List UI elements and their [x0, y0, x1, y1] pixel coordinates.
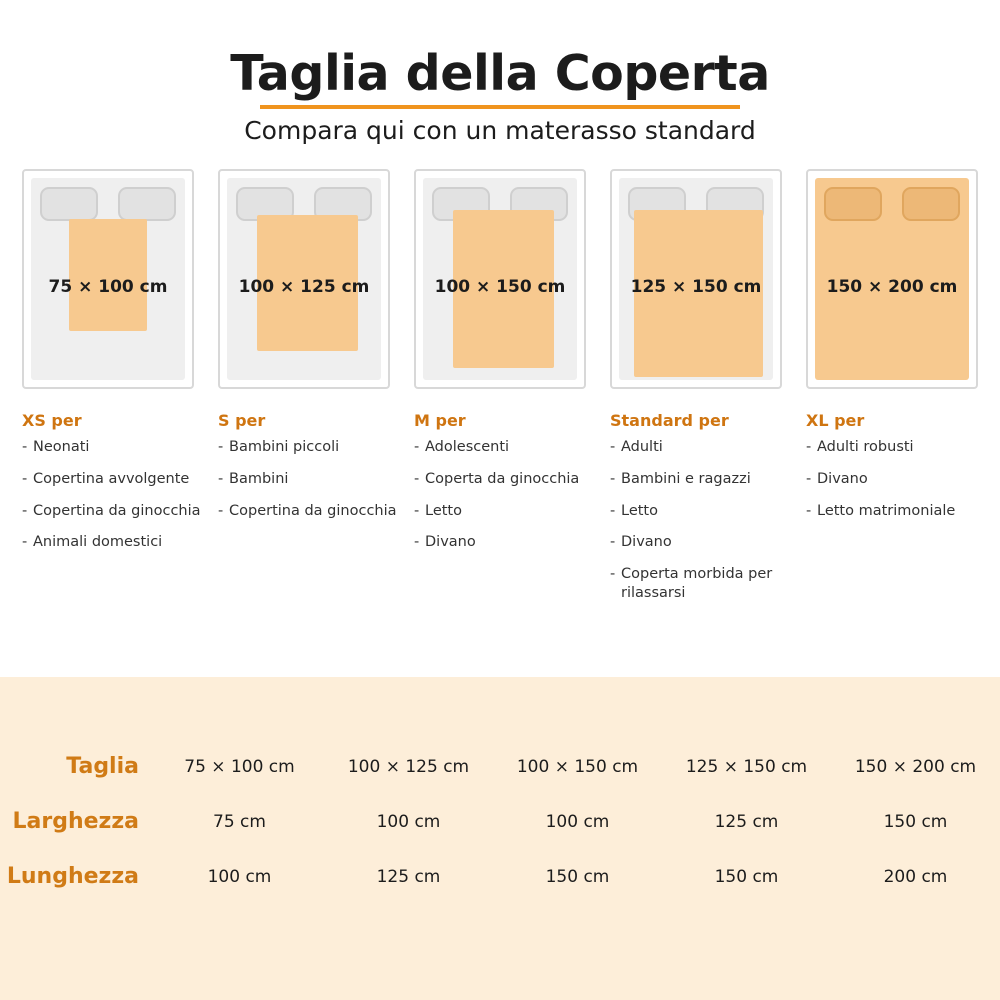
page-title: Taglia della Coperta	[230, 45, 770, 102]
size-column-xs	[18, 169, 214, 564]
list-item: - Neonati	[22, 438, 214, 458]
table-cell: 100 × 125 cm	[347, 756, 470, 777]
list-item: - Copertina avvolgente	[22, 470, 214, 490]
list-item: - Divano	[610, 533, 802, 553]
title-underline	[260, 105, 740, 109]
column-list-xs	[22, 438, 214, 552]
column-heading-m: M per	[414, 411, 466, 431]
list-item: - Adolescenti	[414, 438, 606, 458]
table-cell: 200 cm	[883, 866, 948, 887]
column-heading-standard: Standard per	[610, 411, 729, 431]
list-item: - Copertina da ginocchia	[22, 502, 214, 522]
list-item: - Adulti	[610, 438, 802, 458]
pillow-right-icon	[118, 187, 176, 221]
list-item: - Letto	[610, 502, 802, 522]
list-item: - Bambini e ragazzi	[610, 470, 802, 490]
bed-illustration-s	[218, 169, 390, 389]
table-cell: 150 cm	[545, 866, 610, 887]
list-item: - Divano	[414, 533, 606, 553]
table-cell: 150 cm	[714, 866, 779, 887]
list-item: - Copertina da ginocchia	[218, 502, 410, 522]
bed-illustration-xs	[22, 169, 194, 389]
column-heading-xs: XS per	[22, 411, 82, 431]
header	[0, 0, 1000, 145]
size-column-s	[214, 169, 410, 533]
column-heading-s: S per	[218, 411, 266, 431]
size-column-standard	[606, 169, 802, 615]
list-item: - Adulti robusti	[806, 438, 998, 458]
list-item: - Letto matrimoniale	[806, 502, 998, 522]
table-cell: 75 cm	[213, 811, 266, 832]
column-list-s	[218, 438, 410, 521]
list-item: - Coperta morbida per rilassarsi	[610, 565, 802, 604]
dimension-label-m: 100 × 150 cm	[434, 277, 566, 298]
blanket-swatch	[69, 219, 146, 331]
dimension-label-standard: 125 × 150 cm	[630, 277, 762, 298]
row-label-taglia: Taglia	[66, 754, 139, 779]
table-cell: 100 cm	[376, 811, 441, 832]
size-column-xl	[802, 169, 998, 533]
table-row	[0, 739, 1000, 794]
size-columns	[0, 169, 1000, 615]
size-column-m	[410, 169, 606, 564]
column-list-m	[414, 438, 606, 552]
table-cell: 75 × 100 cm	[184, 756, 295, 777]
table-cell: 150 × 200 cm	[854, 756, 977, 777]
list-item: - Coperta da ginocchia	[414, 470, 606, 490]
bed-illustration-m	[414, 169, 586, 389]
list-item: - Bambini piccoli	[218, 438, 410, 458]
list-item: - Bambini	[218, 470, 410, 490]
column-heading-xl: XL per	[806, 411, 865, 431]
column-list-xl	[806, 438, 998, 521]
table-cell: 125 cm	[376, 866, 441, 887]
pillow-left-icon	[824, 187, 882, 221]
pillow-left-icon	[40, 187, 98, 221]
dimension-label-s: 100 × 125 cm	[238, 277, 370, 298]
table-row	[0, 794, 1000, 849]
dimension-table	[0, 677, 1000, 1000]
table-cell: 125 × 150 cm	[685, 756, 808, 777]
table-cell: 150 cm	[883, 811, 948, 832]
dimension-label-xl: 150 × 200 cm	[826, 277, 958, 298]
list-item: - Letto	[414, 502, 606, 522]
dimension-label-xs: 75 × 100 cm	[48, 277, 168, 298]
table-cell: 100 cm	[207, 866, 272, 887]
column-list-standard	[610, 438, 802, 603]
table-row	[0, 849, 1000, 904]
page-subtitle: Compara qui con un materasso standard	[244, 116, 756, 146]
table-cell: 100 × 150 cm	[516, 756, 639, 777]
table-cell: 100 cm	[545, 811, 610, 832]
bed-illustration-xl	[806, 169, 978, 389]
list-item: - Animali domestici	[22, 533, 214, 553]
pillow-right-icon	[902, 187, 960, 221]
bed-illustration-standard	[610, 169, 782, 389]
table-cell: 125 cm	[714, 811, 779, 832]
row-label-lunghezza: Lunghezza	[6, 864, 139, 889]
list-item: - Divano	[806, 470, 998, 490]
row-label-larghezza: Larghezza	[12, 809, 139, 834]
